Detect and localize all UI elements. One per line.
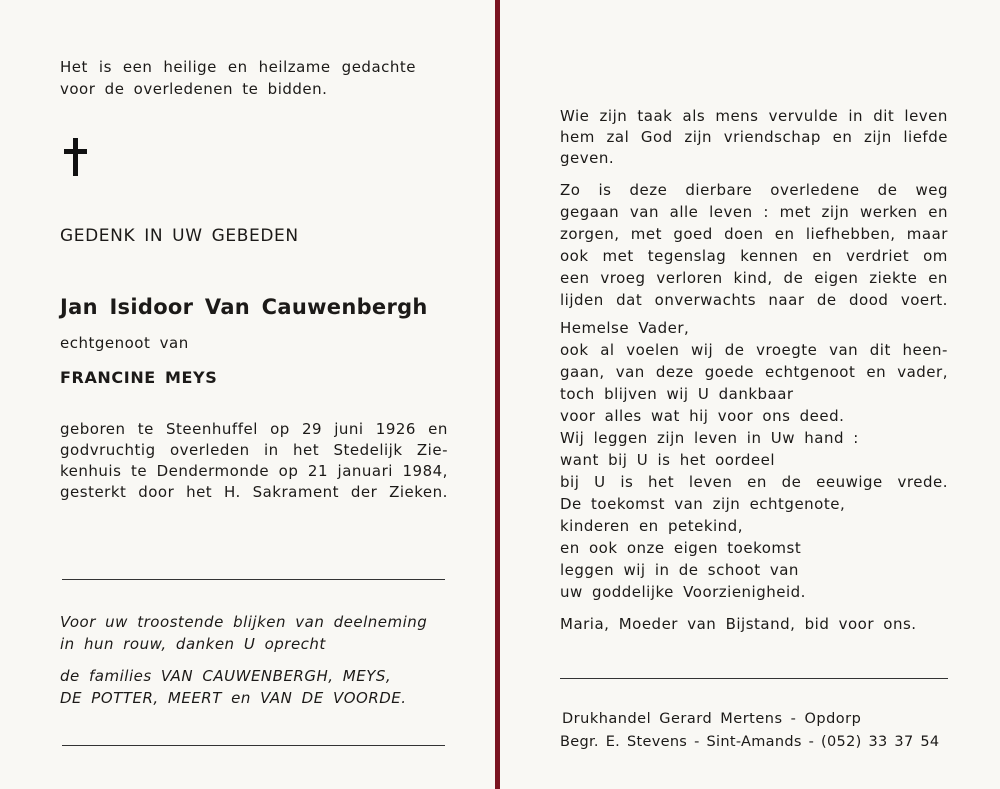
prayer-line: Hemelse Vader, — [560, 319, 690, 337]
word: vriendschap — [723, 128, 821, 146]
prayer-line: voor alles wat hij voor ons deed. — [560, 407, 845, 425]
word: Steenhuffel — [166, 420, 258, 438]
word: een — [560, 269, 590, 287]
word: Stedelijk — [333, 441, 403, 459]
text-line — [560, 128, 948, 149]
prayer-block — [560, 319, 948, 605]
bio-line — [60, 420, 448, 441]
word: godvruchtig — [60, 441, 156, 459]
left-card-panel — [0, 0, 495, 789]
prayer-line: en ook onze eigen toekomst — [560, 539, 802, 557]
word: 1926 — [375, 420, 416, 438]
paragraph-1 — [560, 107, 948, 170]
word: kennen — [740, 247, 799, 265]
bio-block — [60, 420, 448, 504]
word: van — [829, 341, 859, 359]
word: en — [428, 420, 448, 438]
word: is — [620, 473, 634, 491]
word: het — [648, 473, 675, 491]
word: en — [227, 58, 248, 76]
word: leven — [709, 203, 753, 221]
word: heilige — [163, 58, 217, 76]
word: juni — [334, 420, 364, 438]
word: en — [928, 203, 948, 221]
thanks-line-2: in hun rouw, danken U oprecht — [60, 635, 326, 653]
word: deze — [629, 181, 668, 199]
word: in — [848, 107, 864, 125]
divider-line — [560, 678, 948, 679]
word: met — [602, 247, 634, 265]
word: eeuwige — [816, 473, 883, 491]
word: de — [783, 269, 804, 287]
word: onverwachts — [654, 291, 757, 309]
word: vervulde — [768, 107, 839, 125]
word: zorgen, — [560, 225, 620, 243]
word: met — [779, 203, 811, 221]
word: alle — [669, 203, 699, 221]
word: heilzame — [258, 58, 331, 76]
divider-line — [62, 579, 445, 580]
word: deze — [655, 363, 694, 381]
cross-icon — [60, 138, 90, 178]
word: God — [640, 128, 673, 146]
word: dit — [873, 107, 895, 125]
word: als — [682, 107, 706, 125]
word: Sakrament — [252, 483, 340, 501]
word: een — [122, 58, 153, 76]
word: vader, — [897, 363, 948, 381]
prayer-line: toch blijven wij U dankbaar — [560, 385, 794, 403]
thanks-line-1: Voor uw troostende blijken van deelneming — [60, 613, 428, 631]
word: bij — [560, 473, 580, 491]
word: en — [747, 473, 767, 491]
prayer-line: De toekomst van zijn echtgenote, — [560, 495, 846, 513]
word: gaan, — [560, 363, 605, 381]
word: liefhebben, — [805, 225, 896, 243]
word: in — [263, 441, 279, 459]
word: de — [877, 181, 898, 199]
word: weg — [915, 181, 948, 199]
word: het — [186, 483, 213, 501]
prayer-line — [560, 341, 948, 363]
word: U — [594, 473, 606, 491]
word: : — [763, 203, 769, 221]
word: zijn — [821, 203, 850, 221]
word: eigen — [814, 269, 859, 287]
closing-prayer: Maria, Moeder van Bijstand, bid voor ons. — [560, 615, 917, 633]
text-line — [560, 203, 948, 225]
word: gegaan — [560, 203, 620, 221]
word: is — [98, 58, 112, 76]
prayer-line: want bij U is het oordeel — [560, 451, 776, 469]
prayer-line: uw goddelijke Voorzienigheid. — [560, 583, 806, 601]
deceased-name: Jan Isidoor Van Cauwenbergh — [60, 295, 428, 319]
word: taak — [637, 107, 673, 125]
bio-line — [60, 462, 448, 483]
bio-line — [60, 483, 448, 504]
word: overledene — [770, 181, 860, 199]
word: dierbare — [685, 181, 753, 199]
prayer-line — [560, 363, 948, 385]
word: 29 — [301, 420, 323, 438]
word: van — [615, 363, 645, 381]
paragraph-2 — [560, 181, 948, 313]
word: januari — [337, 462, 393, 480]
word: echtgenoot — [765, 363, 856, 381]
text-line — [560, 107, 948, 128]
spouse-label: echtgenoot van — [60, 334, 189, 352]
word: werken — [859, 203, 918, 221]
word: en — [928, 269, 948, 287]
divider-line — [62, 745, 445, 746]
word: kenhuis — [60, 462, 122, 480]
word: vroeg — [600, 269, 646, 287]
word: Zo — [560, 181, 581, 199]
prayer-line — [560, 473, 948, 495]
word: Wie — [560, 107, 590, 125]
word: maar — [906, 225, 948, 243]
text-line — [560, 225, 948, 247]
word: door — [138, 483, 175, 501]
word: het — [292, 441, 320, 459]
word: en — [774, 225, 795, 243]
word: zal — [606, 128, 630, 146]
word: de — [816, 291, 837, 309]
word: 1984, — [402, 462, 448, 480]
word: al — [600, 341, 615, 359]
word: H. — [223, 483, 241, 501]
word: doen — [724, 225, 764, 243]
printer-line-2: Begr. E. Stevens - Sint-Amands - (052) 33 37 54 — [560, 734, 940, 750]
text-line — [560, 247, 948, 269]
intro-line-2: voor de overledenen te bidden. — [60, 80, 328, 98]
word: verdriet — [846, 247, 910, 265]
word: vroegte — [756, 341, 818, 359]
word: zijn — [864, 128, 892, 146]
word: leven — [688, 473, 733, 491]
word: voelen — [626, 341, 680, 359]
text-line — [560, 181, 948, 203]
word: wij — [691, 341, 714, 359]
prayer-line: kinderen en petekind, — [560, 517, 743, 535]
word: gedachte — [341, 58, 416, 76]
word: en — [832, 128, 853, 146]
word: lijden — [560, 291, 604, 309]
word: leven — [904, 107, 948, 125]
families-line-1: de families VAN CAUWENBERGH, MEYS, — [60, 667, 392, 685]
word: overleden — [169, 441, 250, 459]
word: en — [812, 247, 833, 265]
word: ziekte — [869, 269, 918, 287]
text-line — [560, 269, 948, 291]
word: de — [781, 473, 802, 491]
heading: GEDENK IN UW GEBEDEN — [60, 226, 299, 246]
families-line-2: DE POTTER, MEERT en VAN DE VOORDE. — [60, 689, 407, 707]
word: verloren — [656, 269, 723, 287]
word: ook — [560, 341, 589, 359]
word: der — [350, 483, 378, 501]
word: om — [923, 247, 948, 265]
word: geboren — [60, 420, 126, 438]
text-line: geven. — [560, 149, 615, 167]
text-line — [560, 291, 948, 313]
word: Dendermonde — [156, 462, 270, 480]
word: heen- — [902, 341, 948, 359]
word: liefde — [903, 128, 948, 146]
word: mens — [715, 107, 759, 125]
word: Zie- — [416, 441, 448, 459]
word: dit — [869, 341, 891, 359]
word: en — [866, 363, 887, 381]
prayer-line: leggen wij in de schoot van — [560, 561, 799, 579]
bio-line — [60, 441, 448, 462]
word: voert. — [900, 291, 948, 309]
spouse-name: FRANCINE MEYS — [60, 368, 218, 387]
word: gesterkt — [60, 483, 127, 501]
word: goed — [673, 225, 713, 243]
word: op — [278, 462, 299, 480]
word: hem — [560, 128, 595, 146]
word: op — [270, 420, 290, 438]
word: zijn — [684, 128, 713, 146]
word: ook — [560, 247, 589, 265]
word: Het — [60, 58, 88, 76]
word: tegenslag — [647, 247, 727, 265]
word: te — [130, 462, 148, 480]
word: met — [630, 225, 663, 243]
word: de — [724, 341, 745, 359]
word: dat — [616, 291, 643, 309]
word: Zieken. — [389, 483, 448, 501]
right-card-panel — [500, 0, 1000, 789]
word: te — [137, 420, 154, 438]
word: goede — [704, 363, 754, 381]
word: vrede. — [897, 473, 948, 491]
word: is — [598, 181, 612, 199]
word: van — [629, 203, 659, 221]
printer-line-1: Drukhandel Gerard Mertens - Opdorp — [562, 711, 862, 727]
prayer-line: Wij leggen zijn leven in Uw hand : — [560, 429, 859, 447]
word: kind, — [733, 269, 773, 287]
word: 21 — [307, 462, 328, 480]
word: zijn — [599, 107, 628, 125]
word: dood — [849, 291, 889, 309]
intro-line-1 — [60, 58, 416, 76]
word: naar — [768, 291, 805, 309]
